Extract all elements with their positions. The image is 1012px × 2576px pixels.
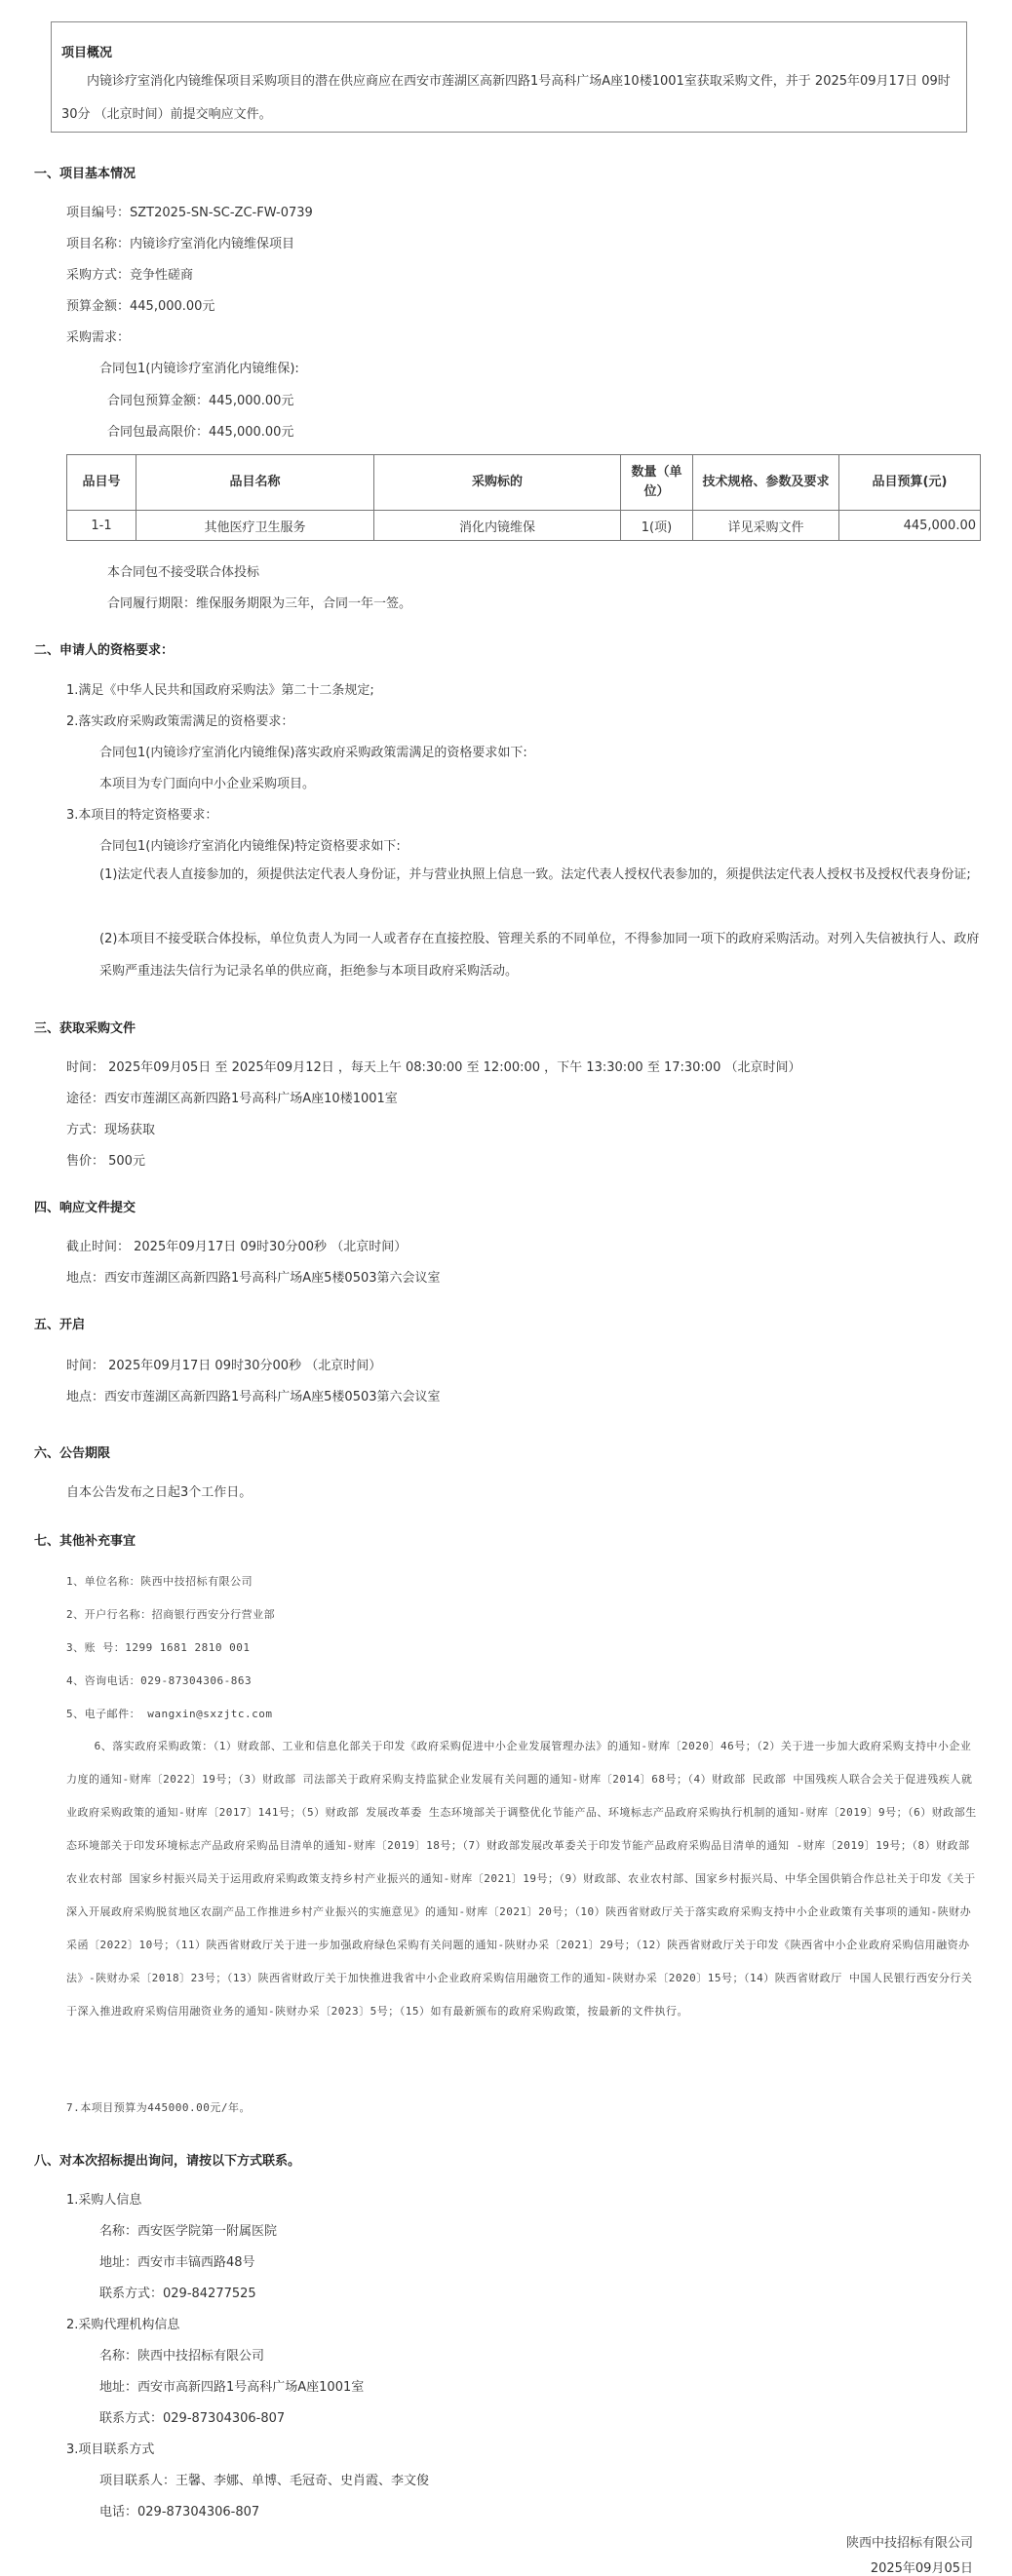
- section-2-heading: 二、申请人的资格要求：: [34, 643, 175, 658]
- qualification-item-2b: 本项目为专门面向中小企业采购项目。: [99, 777, 316, 791]
- table-row: [67, 511, 981, 541]
- email: 5、电子邮件： wangxin@sxzjtc.com: [66, 1708, 273, 1720]
- table-cell: 详见采购文件: [693, 511, 839, 541]
- table-header: 采购标的: [374, 455, 621, 511]
- announcement-period: 自本公告发布之日起3个工作日。: [66, 1485, 253, 1500]
- procurement-policy: 6、落实政府采购政策：（1）财政部、工业和信息化部关于印发《政府采购促进中小企业发展管理办法》的通知-财库〔2020〕46号；（2）关于进一步加大政府采购支持中小企业力度的通知-财库〔2022〕19号；（3）财政部 司法部关于政府采购支持监狱企业发展有关问题的通知-财库〔2014〕68号；（4）财政部 民政部 中国残疾人联合会关于促进残疾人就业政府采购政策的通知-财库〔2017〕141号；（5）财政部 发展改革委 生态环境部关于调整优化节能产品、环境标志产品政府采购执行机制的通知-财库〔2019〕9号；（6）财政部生态环境部关于印发环境标志产品政府采购品目清单的通知-财库〔2019〕18号；（7）财政部发展改革委关于印发节能产品政府采购品目清单的通知 -财库〔2019〕19号；（8）财政部 农业农村部 国家乡村振兴局关于运用政府采购政策支持乡村产业振兴的通知-财库〔2021〕19号；（9）财政部、农业农村部、国家乡村振兴局、中华全国供销合作总社关于印发《关于深入开展政府采购脱贫地区农副产品工作推进乡村产业振兴的实施意见》的通知-财库〔2021〕20号；（10）陕西省财政厅关于落实政府采购支持中小企业政策有关事项的通知-陕财办采函〔2022〕10号；（11）陕西省财政厅关于进一步加强政府绿色采购有关问题的通知-陕财办采〔2021〕29号；（12）陕西省财政厅关于印发《陕西省中小企业政府采购信用融资办法》-陕财办采〔2018〕23号；（13）陕西省财政厅关于加快推进我省中小企业政府采购信用融资工作的通知-陕财办采〔2020〕15号；（14）陕西省财政厅 中国人民银行西安分行关于深入推进政府采购信用融资业务的通知-陕财办采〔2023〕5号；（15）如有最新颁布的政府采购政策，按最新的文件执行。: [66, 1740, 977, 2018]
- purchaser-name: 名称：西安医学院第一附属医院: [99, 2224, 278, 2239]
- section-8-heading: 八、对本次招标提出询问，请按以下方式联系。: [34, 2154, 301, 2169]
- purchaser-contact: 联系方式：029-84277525: [99, 2287, 256, 2301]
- table-header: 品目名称: [136, 455, 374, 511]
- section-3-heading: 三、获取采购文件: [34, 1021, 136, 1036]
- project-budget-note: 7.本项目预算为445000.00元/年。: [66, 2101, 251, 2114]
- contract-period: 合同履行期限：维保服务期限为三年，合同一年一签。: [107, 596, 412, 611]
- procurement-demand: 采购需求：: [66, 330, 131, 345]
- summary-title: 项目概况: [61, 46, 113, 60]
- submission-place: 地点：西安市莲湖区高新四路1号高科广场A座5楼0503第六会议室: [66, 1271, 441, 1286]
- qualification-item-3: 3.本项目的特定资格要求：: [66, 808, 218, 823]
- budget-amount: 预算金额：445,000.00元: [66, 299, 215, 314]
- agency-address: 地址：西安市高新四路1号高科广场A座1001室: [99, 2380, 365, 2395]
- bank-account: 3、账 号：1299 1681 2810 001: [66, 1641, 251, 1654]
- table-header: 数量（单位）: [621, 455, 693, 511]
- package-budget: 合同包预算金额：445,000.00元: [107, 394, 294, 408]
- qualification-item-2: 2.落实政府采购政策需满足的资格要求：: [66, 714, 294, 729]
- section-6-heading: 六、公告期限: [34, 1446, 111, 1461]
- agency-contact: 联系方式：029-87304306-807: [99, 2411, 286, 2426]
- table-header: 品目预算(元): [839, 455, 981, 511]
- contract-package: 合同包1(内镜诊疗室消化内镜维保):: [99, 362, 299, 376]
- table-cell: 其他医疗卫生服务: [136, 511, 374, 541]
- summary-body: 内镜诊疗室消化内镜维保项目采购项目的潜在供应商应在西安市莲湖区高新四路1号高科广场A座10楼1001室获取采购文件，并于 2025年09月17日 09时30分 （北京时间）前提交响应文件。: [61, 74, 951, 122]
- qualification-item-3b: (1)法定代表人直接参加的，须提供法定代表人身份证，并与营业执照上信息一致。法定代表人授权代表参加的，须提供法定代表人授权书及授权代表身份证;: [99, 867, 971, 882]
- project-summary-box: [51, 21, 967, 133]
- package-max-price: 合同包最高限价：445,000.00元: [107, 425, 294, 440]
- table-cell: 消化内镜维保: [374, 511, 621, 541]
- agency-name: 名称：陕西中技招标有限公司: [99, 2349, 265, 2364]
- project-number: 项目编号：SZT2025-SN-SC-ZC-FW-0739: [66, 206, 313, 220]
- table-header: 品目号: [67, 455, 136, 511]
- qualification-item-3a: 合同包1(内镜诊疗室消化内镜维保)特定资格要求如下:: [99, 839, 401, 854]
- qualification-item-3c: (2)本项目不接受联合体投标，单位负责人为同一人或者存在直接控股、管理关系的不同单位，不得参加同一项下的政府采购活动。对列入失信被执行人、政府采购严重违法失信行为记录名单的供应商，拒绝参与本项目政府采购活动。: [99, 932, 980, 979]
- footer-company: 陕西中技招标有限公司: [845, 2536, 973, 2551]
- project-contact-title: 3.项目联系方式: [66, 2442, 155, 2457]
- items-table: [66, 454, 981, 541]
- bank-name: 2、开户行名称：招商银行西安分行营业部: [66, 1608, 276, 1621]
- project-contact-people: 项目联系人：王馨、李娜、单博、毛冠奇、史肖霞、李文俊: [99, 2474, 430, 2488]
- table-header: 技术规格、参数及要求: [693, 455, 839, 511]
- obtain-place: 途径：西安市莲湖区高新四路1号高科广场A座10楼1001室: [66, 1092, 398, 1106]
- table-header-row: [67, 455, 981, 511]
- obtain-time: 时间： 2025年09月05日 至 2025年09月12日 ，每天上午 08:30:00 至 12:00:00 ，下午 13:30:00 至 17:30:00 （北京时间）: [66, 1060, 801, 1075]
- procurement-method: 采购方式：竞争性磋商: [66, 268, 194, 283]
- unit-name: 1、单位名称：陕西中技招标有限公司: [66, 1575, 253, 1588]
- purchaser-info-title: 1.采购人信息: [66, 2193, 142, 2208]
- qualification-item-1: 1.满足《中华人民共和国政府采购法》第二十二条规定;: [66, 683, 374, 698]
- obtain-price: 售价： 500元: [66, 1154, 145, 1169]
- consult-phone: 4、咨询电话：029-87304306-863: [66, 1674, 253, 1687]
- project-contact-phone: 电话：029-87304306-807: [99, 2505, 260, 2519]
- table-cell: 445,000.00: [839, 511, 981, 541]
- table-cell: 1(项): [621, 511, 693, 541]
- purchaser-address: 地址：西安市丰镐西路48号: [99, 2255, 255, 2270]
- project-name: 项目名称：内镜诊疗室消化内镜维保项目: [66, 237, 295, 251]
- opening-time: 时间： 2025年09月17日 09时30分00秒 （北京时间）: [66, 1359, 382, 1373]
- submission-deadline: 截止时间： 2025年09月17日 09时30分00秒 （北京时间）: [66, 1240, 408, 1254]
- section-4-heading: 四、响应文件提交: [34, 1201, 136, 1215]
- qualification-item-2a: 合同包1(内镜诊疗室消化内镜维保)落实政府采购政策需满足的资格要求如下:: [99, 746, 527, 760]
- opening-place: 地点：西安市莲湖区高新四路1号高科广场A座5楼0503第六会议室: [66, 1390, 441, 1404]
- agency-info-title: 2.采购代理机构信息: [66, 2318, 180, 2332]
- section-7-heading: 七、其他补充事宜: [34, 1534, 136, 1549]
- obtain-way: 方式：现场获取: [66, 1123, 156, 1137]
- section-1-heading: 一、项目基本情况: [34, 167, 136, 181]
- table-cell: 1-1: [67, 511, 136, 541]
- section-5-heading: 五、开启: [34, 1318, 86, 1332]
- footer-date: 2025年09月05日: [870, 2561, 973, 2576]
- no-consortium-note: 本合同包不接受联合体投标: [107, 565, 260, 580]
